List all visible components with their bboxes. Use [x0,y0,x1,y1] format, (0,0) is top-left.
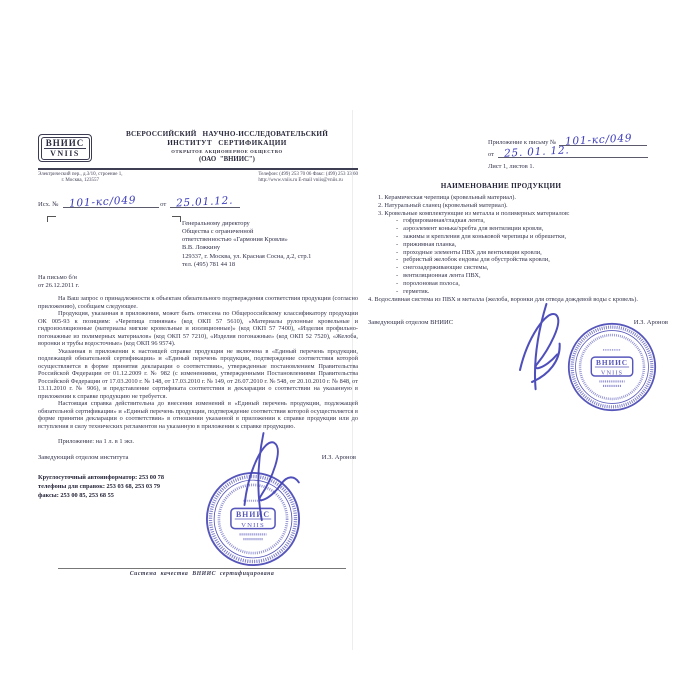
letterhead [38,130,358,164]
annex-title: НАИМЕНОВАНИЕ ПРОДУКЦИИ [440,182,562,190]
addressee-line5: 129337, г. Москва, ул. Красная Сосна, д.2, стр.1 [182,252,312,260]
letter-body [38,295,358,430]
outgoing-number-line [63,194,159,210]
outgoing-from-label: от [160,200,167,208]
annex-signer-title: Заведующий отделом ВНИИС [368,319,454,327]
addressee-block [182,220,358,269]
stamp-text-ru: ВНИИС [596,358,628,368]
footer-text: Система качества ВНИИС сертифицирована [129,571,275,577]
logo-text-en: VNIIS [50,148,80,158]
product-item-4: 4. Водосливная система из ПВХ и металла (желоба, воронки для отвода дождевой воды с кровель). [368,296,638,304]
web-email-line: http://www.vniis.ru E-mail vniis@vniis.ru [258,178,343,184]
org-title-block [92,130,358,164]
sub-item: - ребристый желобок ендовы для обустройства кровли, [396,256,668,264]
annex-label: Приложение к письму № [488,139,557,146]
signer-name: И.З. Аронов [321,454,356,462]
annex-from-label: от [488,151,494,158]
address-line2: г. Москва, 123557 [61,178,100,184]
signer-title: Заведующий отделом института [38,454,129,462]
product-list [366,194,668,304]
reference-block [38,274,358,290]
sub-item: - проходные элементы ПВХ для вентиляции кровли, [396,249,668,257]
contacts-row [38,172,358,185]
outgoing-date-line [170,194,240,210]
annex-page [366,132,668,377]
stamp-text-en: VNIIS [241,522,265,530]
annex-header [488,132,664,170]
letter-page [38,130,358,577]
logo-text-ru: ВНИИС [45,137,85,148]
quality-footer [58,568,346,577]
addressee-line2: Общества с ограниченной [182,228,254,236]
paragraph-1: На Ваш запрос о принадлежности к объектам обязательного подтверждения соответствия продукции (согласно приложению), сообщаем следующее. [38,295,358,310]
org-short-name: (ОАО "ВНИИС") [199,156,255,163]
outgoing-no-label: Исх. № [38,200,59,208]
reference-line2: от 26.12.2011 г. [38,282,80,290]
fax-line: факсы: 253 00 85, 253 68 55 [38,492,114,500]
stamp-text-en: VNIIS [600,369,624,377]
footer-rule [58,568,346,569]
product-item-3-sublist [366,217,668,295]
reference-line1: На письмо б/н [38,274,77,282]
annex-date-line [498,144,648,160]
address-window-corner-left [47,216,56,222]
sub-item: - аэроэлемент конька/хребта для вентиляции кровли, [396,225,668,233]
product-item-1: 1. Керамическая черепица (кровельный материал). [378,194,516,201]
addressee-line3: ответственностью «Гармония Кровли» [182,236,288,244]
postal-address [38,172,123,185]
attachment-note: Приложение: на 1 л. в 1 экз. [58,438,134,446]
address-line1: Электрический пер., д.3/10, строение 1, [38,172,123,177]
org-name-line2: ИНСТИТУТ СЕРТИФИКАЦИИ [167,139,287,147]
stamp-text-ru: ВНИИС [235,510,271,520]
reference-phones-line: телефоны для справок: 253 03 68, 253 03 79 [38,483,161,491]
paragraph-4: Настоящая справка действительна до внесения изменений в «Единый перечень продукции, подлежащей обязательной сертификации» и «Единый перечень продукции, подтверждение соответствия которой осуществляется в форме принятия декларации о соответствии» в отношении указанной в приложении к справке продукции или до вступления в силу технических регламентов на указанную в приложении к справке продукцию. [38,400,358,430]
handwritten-outgoing-number: 101-кс/049 [68,194,137,210]
sub-item: - снегозадерживающие системы, [396,264,668,272]
addressee-line4: В.В. Ложкину [182,244,221,252]
annex-signer-name: И.З. Аронов [633,319,668,327]
vniis-round-stamp-icon [567,322,657,412]
phone-fax-line: Телефон: (499) 253 70 06 Факс: (499) 253 33 60 [258,172,358,177]
sub-item: - прижимная планка, [396,241,668,249]
sub-item: - зажимы и крепления для коньковой черепицы и обрешетки, [396,233,668,241]
paragraph-2: Продукция, указанная в приложении, может быть отнесена по Общероссийскому классификатору продукции ОК 005-93 к позициям: «Черепица глиняная» (код ОКП 57 5610), «Материалы рулонные кровельные и гидроизоляционные (материалы мягкие кровельные и изоляционные)» (код ОКП 57 7400), «Изделия профильно-погонажные из полимерных материалов» (код ОКП 57 7210), «Изделия погонажные» (код ОКП 52 7520), «Желоба, воронки и трубы водосточные» (код ОКП 96 9574). [38,310,358,348]
handwritten-annex-date: 25. 01. 12. [503,144,570,160]
sheet-count: Лист 1, листов 1. [488,163,535,170]
vniis-round-stamp-icon [205,471,301,567]
product-item-3: 3. Кровельные комплектующие из металла и полимерных материалов: [378,209,570,217]
address-window-corner-right [172,216,181,222]
sub-item: - гофрированная/гладкая лента, [396,217,668,225]
letterhead-rule [38,168,358,170]
paragraph-3: Указанная в приложении к настоящей справке продукция не включена в «Единый перечень продукции, подлежащей обязательной сертификации» и «Единый перечень продукции, подтверждение соответствия которой осуществляется в форме принятия декларации о соответствии», утвержденные постановлением Правительства Российской Федерации от 01.12.2009 г. № 982 (с изменениями, утвержденными Постановлениями Правительства Российской Федерации от 17.03.2010 г. № 148, от 17.03.2010 г. № 149, от 26.07.2010 г. № 548, от 20.10.2010 г. № 848, от 13.11.2010 г. № 906), и представление сертификата соответствия и декларации о соответствии на указанную в приложении к справке продукцию не требуется. [38,347,358,400]
handwritten-outgoing-date: 25.01.12. [175,194,234,210]
autoinformer-line: Круглосуточный автоинформатор: 253 00 78 [38,474,164,482]
vniis-logo [38,134,92,162]
sub-item: - герметик. [396,288,668,296]
annex-date-row [488,144,664,160]
sub-item: - вентиляционная лента ПВХ, [396,272,668,280]
addressee-line6: тел. (495) 781 44 18 [182,260,236,268]
product-item-2: 2. Натуральный сланец (кровельный материал). [378,201,508,209]
annex-number-line [559,132,647,148]
sub-item: - поролоновая полоса, [396,280,668,288]
addressee-line1: Генеральному директору [182,219,250,227]
org-name-line1: ВСЕРОССИЙСКИЙ НАУЧНО-ИССЛЕДОВАТЕЛЬСКИЙ [125,130,328,138]
handwritten-annex-number: 101-кс/049 [564,132,633,148]
outgoing-number-row [38,194,358,212]
org-type-line: ОТКРЫТОЕ АКЦИОНЕРНОЕ ОБЩЕСТВО [171,149,283,154]
phone-web-block [258,172,358,185]
